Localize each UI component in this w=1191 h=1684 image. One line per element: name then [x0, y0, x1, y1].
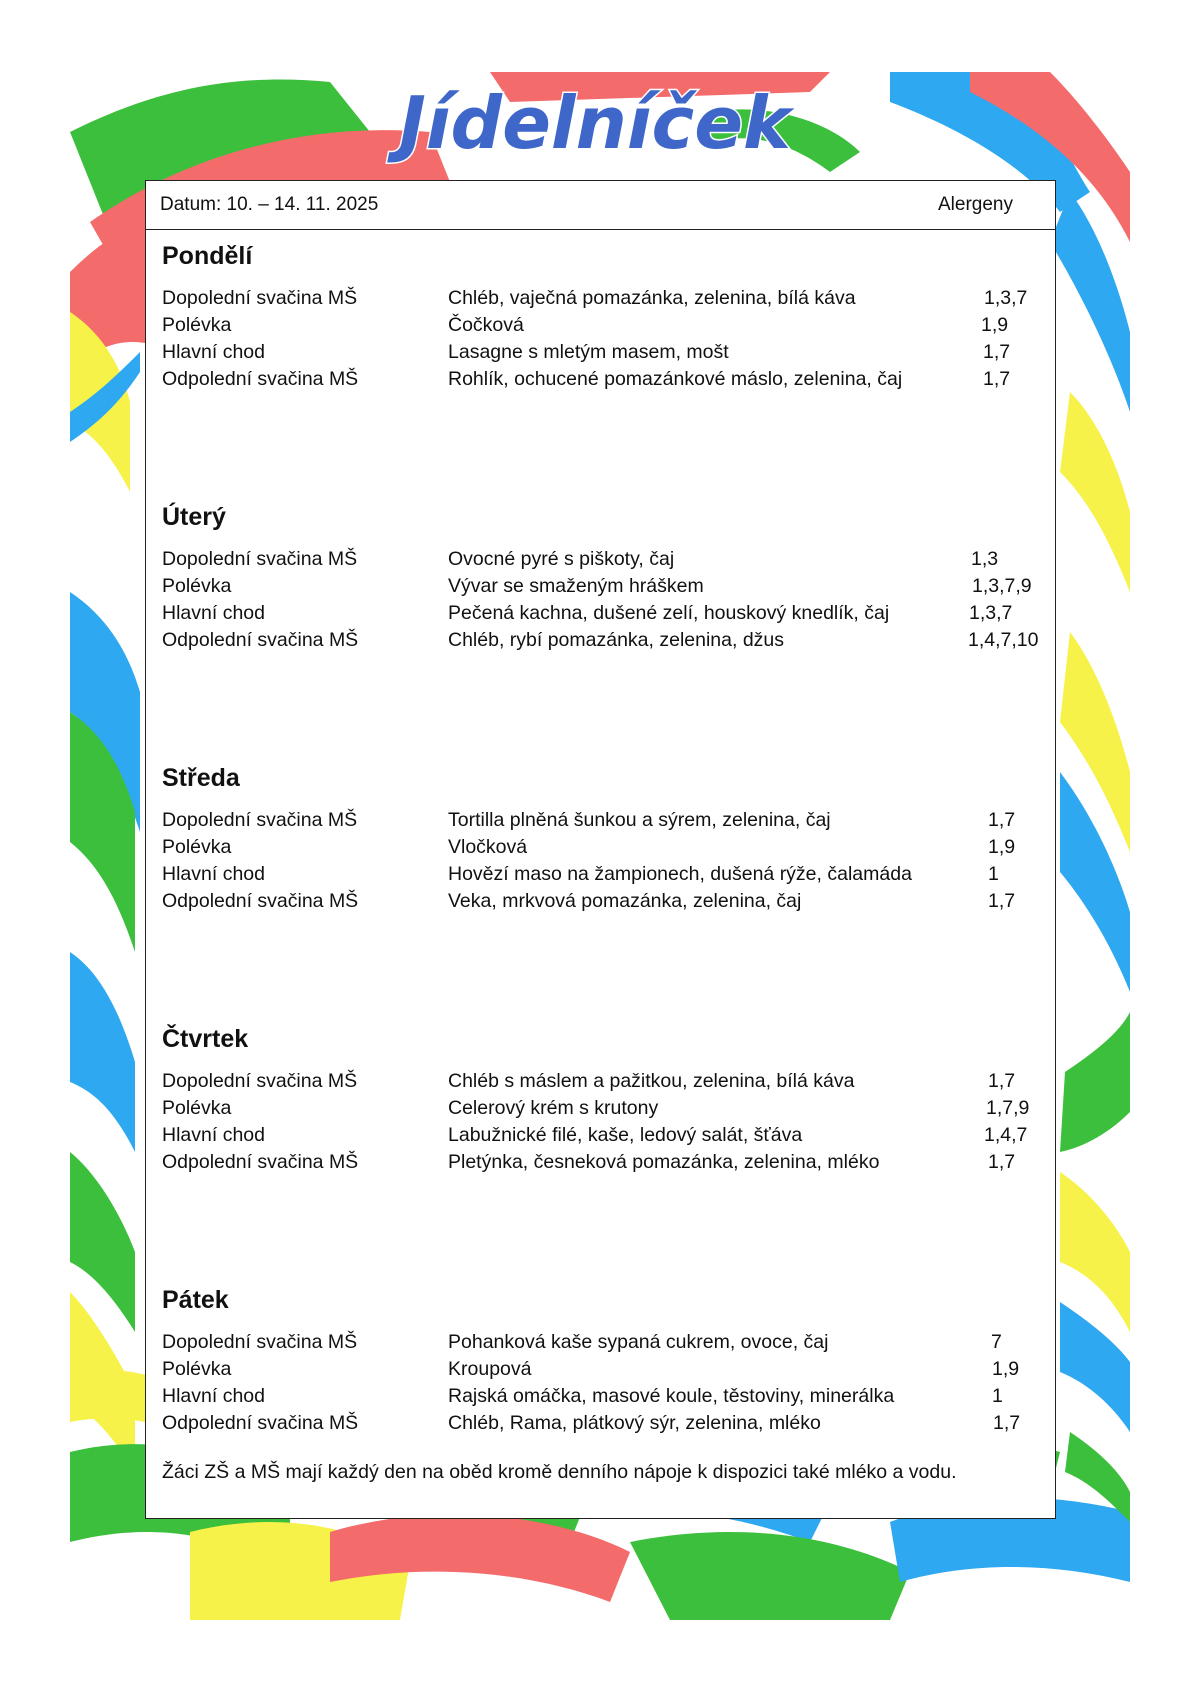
- menu-row: [146, 836, 1055, 863]
- allergen-codes: 1,7: [988, 1070, 1016, 1092]
- menu-row: [146, 341, 1055, 368]
- dish-name: Vločková: [448, 836, 528, 858]
- menu-row: [146, 890, 1055, 917]
- day-section-tuesday: [146, 503, 1055, 683]
- allergen-codes: 1,3: [971, 548, 999, 570]
- meal-type: Polévka: [162, 1358, 232, 1380]
- menu-row: [146, 575, 1055, 602]
- day-section-friday: [146, 1286, 1055, 1466]
- day-title: Čtvrtek: [162, 1025, 249, 1053]
- allergen-header: Alergeny: [938, 194, 1013, 215]
- menu-title: [0, 82, 1191, 172]
- allergen-codes: 1,9: [992, 1358, 1020, 1380]
- svg-text:Jídelníček: Jídelníček: [399, 82, 791, 165]
- meal-type: Polévka: [162, 1097, 232, 1119]
- allergen-codes: 1,7,9: [986, 1097, 1030, 1119]
- day-section-monday: [146, 242, 1055, 422]
- day-section-wednesday: [146, 764, 1055, 944]
- day-title: Pátek: [162, 1286, 229, 1314]
- dish-name: Chléb s máslem a pažitkou, zelenina, bílá káva: [448, 1070, 855, 1092]
- menu-row: [146, 1385, 1055, 1412]
- footer-note: Žáci ZŠ a MŠ mají každý den na oběd kromě denního nápoje k dispozici také mléko a vodu.: [162, 1461, 957, 1483]
- meal-type: Hlavní chod: [162, 1385, 265, 1407]
- meal-type: Hlavní chod: [162, 863, 265, 885]
- allergen-codes: 1,7: [993, 1412, 1021, 1434]
- meal-type: Polévka: [162, 575, 232, 597]
- dish-name: Chléb, Rama, plátkový sýr, zelenina, mléko: [448, 1412, 821, 1434]
- meal-type: Polévka: [162, 314, 232, 336]
- meal-type: Dopolední svačina MŠ: [162, 1070, 358, 1092]
- allergen-codes: 1,9: [988, 836, 1016, 858]
- allergen-codes: 1,7: [988, 1151, 1016, 1173]
- allergen-codes: 1,9: [981, 314, 1009, 336]
- meal-type: Polévka: [162, 836, 232, 858]
- dish-name: Lasagne s mletým masem, mošt: [448, 341, 729, 363]
- dish-name: Rajská omáčka, masové koule, těstoviny, minerálka: [448, 1385, 895, 1407]
- menu-row: [146, 548, 1055, 575]
- menu-row: [146, 1331, 1055, 1358]
- menu-row: [146, 602, 1055, 629]
- allergen-codes: 1,3,7,9: [972, 575, 1032, 597]
- dish-name: Labužnické filé, kaše, ledový salát, šťáva: [448, 1124, 803, 1146]
- menu-row: [146, 314, 1055, 341]
- dish-name: Pečená kachna, dušené zelí, houskový knedlík, čaj: [448, 602, 890, 624]
- menu-row: [146, 1097, 1055, 1124]
- dish-name: Vývar se smaženým hráškem: [448, 575, 704, 597]
- dish-name: Rohlík, ochucené pomazánkové máslo, zelenina, čaj: [448, 368, 903, 390]
- menu-table: [145, 180, 1056, 1519]
- day-title: Pondělí: [162, 242, 253, 270]
- menu-row: [146, 368, 1055, 395]
- dish-name: Chléb, vaječná pomazánka, zelenina, bílá káva: [448, 287, 856, 309]
- meal-type: Hlavní chod: [162, 1124, 265, 1146]
- meal-type: Odpolední svačina MŠ: [162, 629, 359, 651]
- menu-row: [146, 863, 1055, 890]
- allergen-codes: 1: [988, 863, 999, 885]
- meal-type: Dopolední svačina MŠ: [162, 548, 358, 570]
- menu-row: [146, 1070, 1055, 1097]
- allergen-codes: 1,4,7: [984, 1124, 1028, 1146]
- menu-row: [146, 287, 1055, 314]
- dish-name: Veka, mrkvová pomazánka, zelenina, čaj: [448, 890, 802, 912]
- dish-name: Kroupová: [448, 1358, 532, 1380]
- day-section-thursday: [146, 1025, 1055, 1205]
- dish-name: Čočková: [448, 314, 524, 336]
- menu-row: [146, 1151, 1055, 1178]
- allergen-codes: 1,4,7,10: [968, 629, 1039, 651]
- meal-type: Odpolední svačina MŠ: [162, 1151, 359, 1173]
- day-title: Úterý: [162, 503, 226, 531]
- dish-name: Ovocné pyré s piškoty, čaj: [448, 548, 675, 570]
- allergen-codes: 1,3,7: [984, 287, 1028, 309]
- menu-row: [146, 1358, 1055, 1385]
- menu-row: [146, 1124, 1055, 1151]
- meal-type: Hlavní chod: [162, 602, 265, 624]
- allergen-codes: 1,7: [988, 809, 1016, 831]
- meal-type: Odpolední svačina MŠ: [162, 1412, 359, 1434]
- allergen-codes: 1,7: [983, 341, 1011, 363]
- allergen-codes: 1,3,7: [969, 602, 1013, 624]
- dish-name: Pohanková kaše sypaná cukrem, ovoce, čaj: [448, 1331, 829, 1353]
- day-title: Středa: [162, 764, 240, 792]
- allergen-codes: 1,7: [988, 890, 1016, 912]
- meal-type: Odpolední svačina MŠ: [162, 890, 359, 912]
- allergen-codes: 1: [992, 1385, 1003, 1407]
- menu-row: [146, 809, 1055, 836]
- menu-header-row: [146, 181, 1055, 230]
- dish-name: Tortilla plněná šunkou a sýrem, zelenina, čaj: [448, 809, 831, 831]
- meal-type: Dopolední svačina MŠ: [162, 1331, 358, 1353]
- allergen-codes: 7: [991, 1331, 1002, 1353]
- dish-name: Pletýnka, česneková pomazánka, zelenina, mléko: [448, 1151, 880, 1173]
- dish-name: Chléb, rybí pomazánka, zelenina, džus: [448, 629, 785, 651]
- meal-type: Dopolední svačina MŠ: [162, 809, 358, 831]
- menu-row: [146, 1412, 1055, 1439]
- date-label: Datum: 10. – 14. 11. 2025: [160, 194, 379, 215]
- meal-type: Dopolední svačina MŠ: [162, 287, 358, 309]
- menu-row: [146, 629, 1055, 656]
- allergen-codes: 1,7: [983, 368, 1011, 390]
- dish-name: Hovězí maso na žampionech, dušená rýže, čalamáda: [448, 863, 912, 885]
- meal-type: Hlavní chod: [162, 341, 265, 363]
- dish-name: Celerový krém s krutony: [448, 1097, 659, 1119]
- meal-type: Odpolední svačina MŠ: [162, 368, 359, 390]
